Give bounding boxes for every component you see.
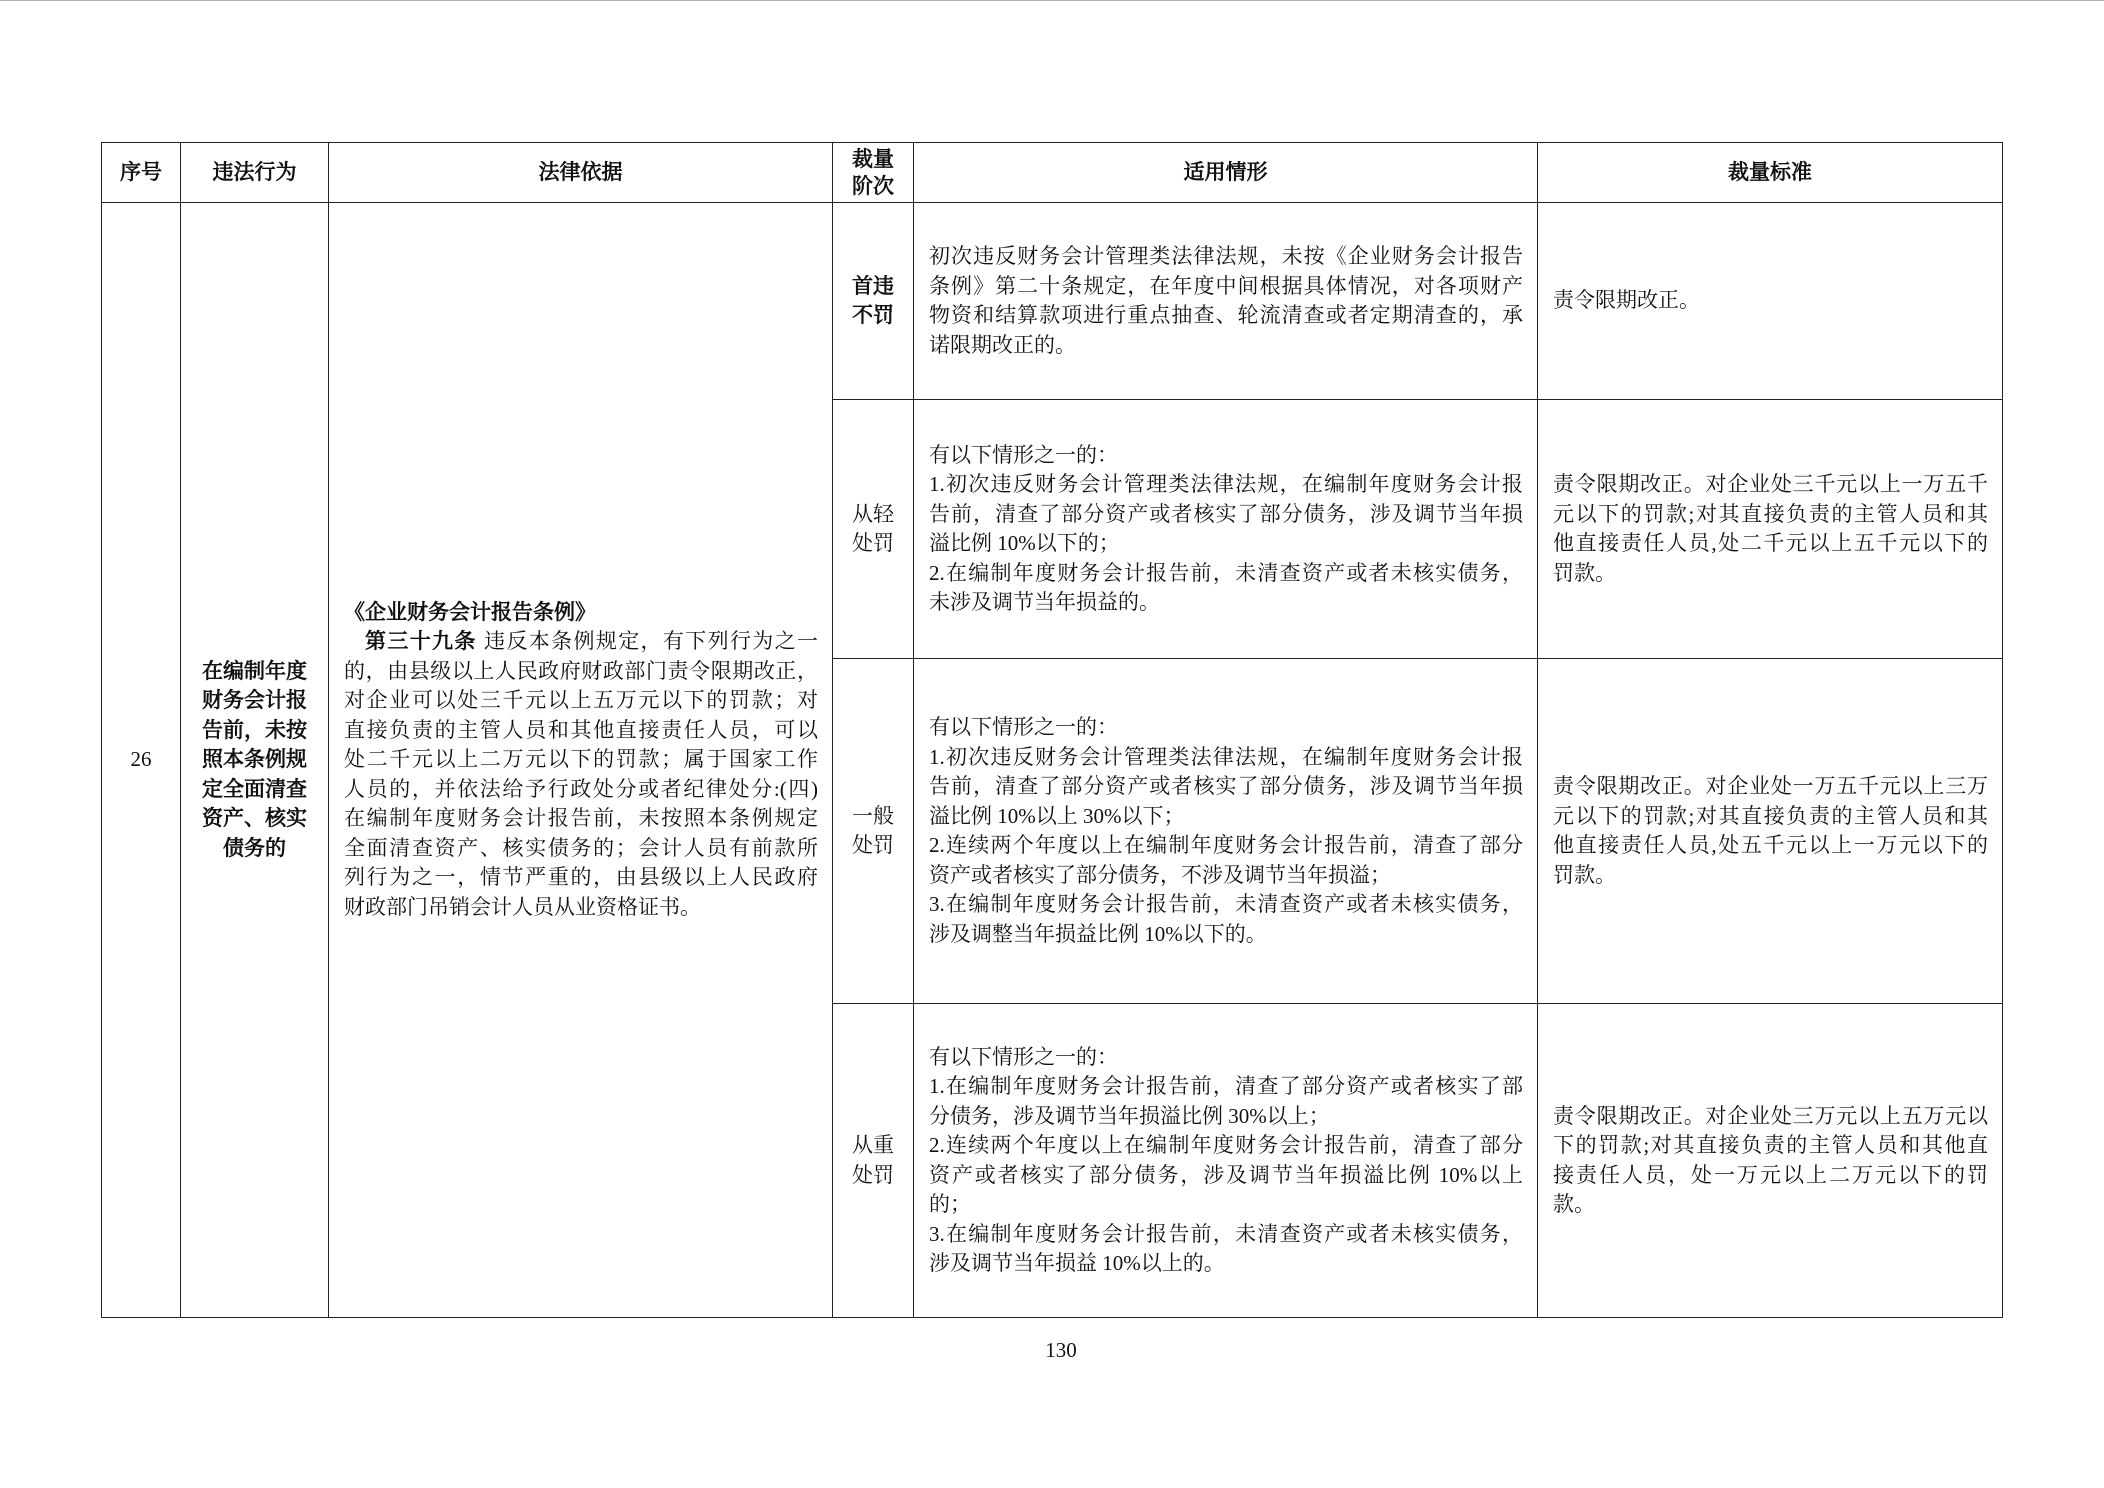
seq-cell — [101, 203, 181, 1318]
header-seq-label: 序号 — [120, 159, 162, 184]
standard-line: 元以下的罚款;对其直接负责的主管人员和其 — [1553, 501, 1988, 526]
article-text-line: 列行为之一，情节严重的，由县级以上人民政府 — [344, 865, 818, 890]
stage-label-1 — [833, 272, 913, 331]
standard-line: 责令限期改正。对企业处一万五千元以上三万 — [1553, 774, 1988, 798]
header-standard-label: 裁量标准 — [1728, 159, 1812, 184]
situation-line: 2.在编制年度财务会计报告前，未清查资产或者未核实债务， — [929, 560, 1523, 585]
article-text-line: 的，由县级以上人民政府财政部门责令限期改正， — [344, 658, 818, 683]
situation-cell-4 — [914, 1004, 1538, 1318]
legal-basis-text — [344, 598, 818, 923]
situation-line: 溢比例 10%以上 30%以下； — [929, 803, 1185, 828]
standard-line: 责令限期改正。 — [1553, 288, 1700, 313]
standard-text-4 — [1553, 1102, 1988, 1220]
standard-cell-2 — [1538, 400, 2003, 659]
article-text-line: 直接负责的主管人员和其他直接责任人员，可以 — [344, 717, 818, 742]
situation-line: 有以下情形之一的： — [929, 442, 1118, 467]
situation-line: 溢比例 10%以下的； — [929, 531, 1120, 555]
seq-number: 26 — [130, 747, 152, 772]
article-text-lines — [344, 657, 818, 923]
article-text-line: 人员的，并依法给予行政处分或者纪律处分:(四) — [344, 776, 818, 801]
stage-label-3 — [833, 802, 913, 861]
article-text-line: 在编制年度财务会计报告前，未按照本条例规定 — [344, 806, 818, 831]
header-legal-basis-label: 法律依据 — [538, 159, 623, 184]
situation-line: 2.连续两个年度以上在编制年度财务会计报告前，清查了部分 — [929, 1133, 1523, 1157]
header-seq-cell — [101, 142, 181, 203]
stage-cell-3 — [833, 659, 914, 1004]
standard-line: 下的罚款;对其直接负责的主管人员和其他直 — [1553, 1133, 1988, 1157]
situation-line: 分债务，涉及调节当年损溢比例 30%以上； — [929, 1103, 1330, 1128]
violation-line: 照本条例规 — [202, 747, 307, 772]
violation-line: 定全面清查 — [202, 776, 307, 801]
stage-line: 不罚 — [852, 303, 894, 327]
situation-line: 3.在编制年度财务会计报告前，未清查资产或者未核实债务， — [929, 892, 1523, 916]
standard-line: 接责任人员，处一万元以上二万元以下的罚 — [1553, 1162, 1988, 1187]
header-stage-line: 裁量 — [852, 146, 894, 171]
standard-text-3 — [1553, 772, 1988, 890]
situation-line: 未涉及调节当年损益的。 — [929, 590, 1160, 614]
situation-text-1 — [929, 242, 1523, 360]
standard-cell-1 — [1538, 203, 2003, 400]
situation-line: 2.连续两个年度以上在编制年度财务会计报告前，清查了部分 — [929, 833, 1523, 857]
stage-line: 处罚 — [852, 531, 894, 555]
situation-line: 有以下情形之一的： — [929, 715, 1118, 739]
page-number: 130 — [1045, 1338, 1077, 1362]
header-stage-line: 阶次 — [852, 173, 894, 198]
header-violation-cell — [181, 142, 329, 203]
standard-text-1 — [1553, 286, 1988, 316]
situation-line: 1.在编制年度财务会计报告前，清查了部分资产或者核实了部 — [929, 1074, 1523, 1098]
situation-cell-2 — [914, 400, 1538, 659]
situation-text-4 — [929, 1043, 1523, 1279]
header-legal-basis-cell — [329, 142, 833, 203]
violation-text — [181, 657, 328, 864]
header-stage-label — [833, 146, 913, 200]
standard-line: 他直接责任人员,处五千元以上一万元以下的 — [1553, 833, 1988, 857]
situation-cell-3 — [914, 659, 1538, 1004]
standard-line: 元以下的罚款;对其直接负责的主管人员和其 — [1553, 803, 1988, 828]
situation-line: 1.初次违反财务会计管理类法律法规，在编制年度财务会计报 — [929, 472, 1523, 496]
standard-cell-4 — [1538, 1004, 2003, 1318]
violation-line: 告前，未按 — [202, 717, 307, 742]
article-first-line — [344, 627, 818, 657]
situation-line: 资产或者核实了部分债务，不涉及调节当年损溢； — [929, 862, 1391, 887]
stage-label-2 — [833, 500, 913, 559]
regulation-title: 《企业财务会计报告条例》 — [344, 599, 596, 624]
article-text-line: 财政部门吊销会计人员从业资格证书。 — [344, 894, 701, 919]
situation-line: 3.在编制年度财务会计报告前，未清查资产或者未核实债务， — [929, 1221, 1523, 1246]
stage-label-4 — [833, 1131, 913, 1190]
violation-line: 债务的 — [223, 835, 286, 860]
stage-cell-2 — [833, 400, 914, 659]
stage-cell-4 — [833, 1004, 914, 1318]
violation-cell — [181, 203, 329, 1318]
situation-line: 初次违反财务会计管理类法律法规，未按《企业财务会计报告 — [929, 244, 1523, 268]
header-stage-cell — [833, 142, 914, 203]
header-situation-label: 适用情形 — [1183, 159, 1268, 184]
article-text-line: 处二千元以上二万元以下的罚款；属于国家工作 — [344, 747, 818, 772]
situation-line: 告前，清查了部分资产或者核实了部分债务，涉及调节当年损 — [929, 774, 1523, 798]
situation-line: 诺限期改正的。 — [929, 332, 1076, 357]
standard-line: 款。 — [1553, 1192, 1595, 1216]
situation-line: 涉及调整当年损益比例 10%以下的。 — [929, 921, 1267, 946]
header-standard-cell — [1538, 142, 2003, 203]
standard-text-2 — [1553, 470, 1988, 588]
stage-line: 从重 — [852, 1133, 894, 1157]
situation-text-3 — [929, 713, 1523, 949]
page-top-edge — [0, 0, 2104, 1]
situation-line: 告前，清查了部分资产或者核实了部分债务，涉及调节当年损 — [929, 501, 1523, 526]
situation-line: 的； — [929, 1192, 971, 1216]
article-text-start: 违反本条例规定，有下列行为之一 — [484, 629, 819, 654]
stage-line: 首违 — [852, 273, 894, 298]
situation-line: 物资和结算款项进行重点抽查、轮流清查或者定期清查的，承 — [929, 303, 1523, 327]
stage-line: 从轻 — [852, 501, 894, 526]
article-number: 第三十九条 — [365, 629, 477, 654]
standard-cell-3 — [1538, 659, 2003, 1004]
violation-line: 资产、核实 — [202, 806, 307, 831]
standard-line: 责令限期改正。对企业处三万元以上五万元以 — [1553, 1103, 1988, 1128]
violation-line: 在编制年度 — [202, 658, 307, 683]
stage-cell-1 — [833, 203, 914, 400]
standard-line: 罚款。 — [1553, 560, 1616, 585]
stage-line: 处罚 — [852, 1162, 894, 1187]
standard-line: 责令限期改正。对企业处三千元以上一万五千 — [1553, 472, 1988, 496]
situation-line: 1.初次违反财务会计管理类法律法规，在编制年度财务会计报 — [929, 744, 1523, 769]
header-violation-label: 违法行为 — [212, 159, 297, 184]
situation-line: 涉及调节当年损益 10%以上的。 — [929, 1251, 1225, 1275]
stage-line: 一般 — [852, 803, 894, 828]
standard-line: 罚款。 — [1553, 862, 1616, 887]
situation-text-2 — [929, 441, 1523, 618]
article-text-line: 全面清查资产、核实债务的；会计人员有前款所 — [344, 835, 818, 860]
standard-line: 他直接责任人员,处二千元以上五千元以下的 — [1553, 531, 1988, 555]
stage-line: 处罚 — [852, 833, 894, 857]
legal-basis-cell — [329, 203, 833, 1318]
header-situation-cell — [914, 142, 1538, 203]
situation-cell-1 — [914, 203, 1538, 400]
situation-line: 条例》第二十条规定，在年度中间根据具体情况，对各项财产 — [929, 273, 1523, 298]
violation-line: 财务会计报 — [202, 688, 307, 713]
situation-line: 资产或者核实了部分债务，涉及调节当年损溢比例 10%以上 — [929, 1162, 1523, 1187]
article-text-line: 对企业可以处三千元以上五万元以下的罚款；对 — [344, 688, 818, 713]
situation-line: 有以下情形之一的： — [929, 1044, 1118, 1069]
